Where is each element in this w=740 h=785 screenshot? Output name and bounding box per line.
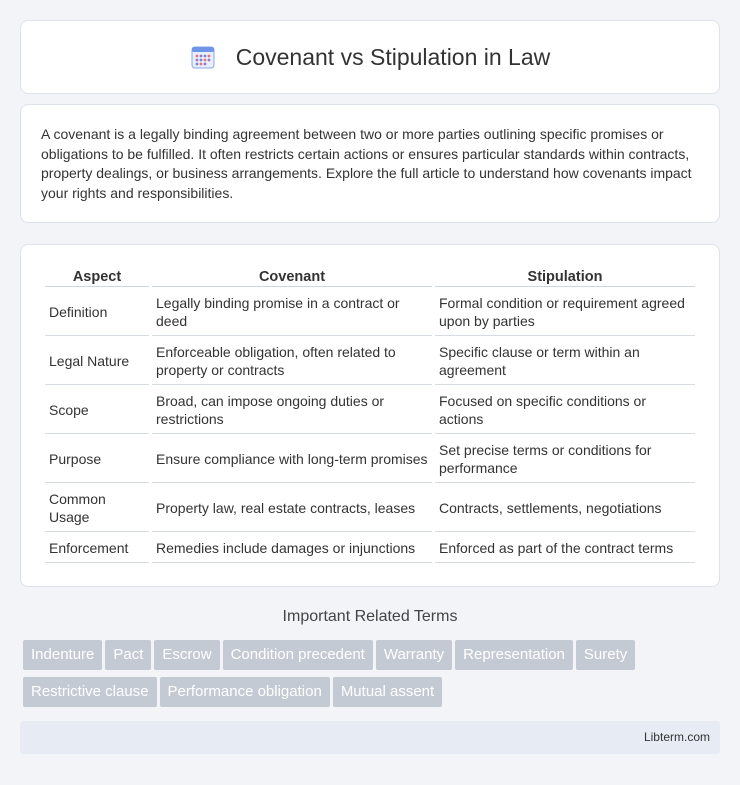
cell-covenant: Ensure compliance with long-term promises bbox=[152, 436, 432, 483]
intro-text: A covenant is a legally binding agreement between two or more parties outlining specific promises or obligations to be fulfilled. It often restricts certain actions or ensures particular standards within contracts, property dealings, or business arrangements. Explore the full article to understand how covenants impact your rights and responsibilities. bbox=[41, 126, 692, 201]
header-aspect: Aspect bbox=[45, 267, 149, 287]
comparison-table bbox=[42, 265, 698, 565]
related-terms-list bbox=[23, 640, 723, 714]
tag-pact[interactable]: Pact bbox=[105, 640, 151, 670]
cell-aspect: Scope bbox=[45, 387, 149, 434]
tag-escrow[interactable]: Escrow bbox=[154, 640, 219, 670]
tag-surety[interactable]: Surety bbox=[576, 640, 635, 670]
tag-indenture[interactable]: Indenture bbox=[23, 640, 102, 670]
related-terms-title: Important Related Terms bbox=[282, 608, 458, 625]
calendar-grid-icon bbox=[190, 44, 216, 70]
header-covenant: Covenant bbox=[152, 267, 432, 287]
intro-card bbox=[20, 104, 720, 223]
cell-stipulation: Specific clause or term within an agreement bbox=[435, 338, 695, 385]
cell-stipulation: Focused on specific conditions or actions bbox=[435, 387, 695, 434]
table-row bbox=[45, 436, 695, 483]
title-card bbox=[20, 20, 720, 94]
cell-stipulation: Formal condition or requirement agreed upon by parties bbox=[435, 289, 695, 336]
table-row bbox=[45, 338, 695, 385]
cell-covenant: Enforceable obligation, often related to property or contracts bbox=[152, 338, 432, 385]
tag-warranty[interactable]: Warranty bbox=[376, 640, 452, 670]
table-row bbox=[45, 387, 695, 434]
cell-stipulation: Contracts, settlements, negotiations bbox=[435, 485, 695, 532]
cell-aspect: Purpose bbox=[45, 436, 149, 483]
comparison-table-card bbox=[20, 244, 720, 587]
tag-restrictive-clause[interactable]: Restrictive clause bbox=[23, 677, 157, 707]
table-header-row bbox=[45, 267, 695, 287]
cell-aspect: Common Usage bbox=[45, 485, 149, 532]
footer bbox=[20, 721, 720, 754]
tag-mutual-assent[interactable]: Mutual assent bbox=[333, 677, 442, 707]
cell-stipulation: Enforced as part of the contract terms bbox=[435, 534, 695, 563]
tag-condition-precedent[interactable]: Condition precedent bbox=[223, 640, 373, 670]
footer-site-link[interactable]: Libterm.com bbox=[643, 730, 710, 744]
cell-covenant: Broad, can impose ongoing duties or restrictions bbox=[152, 387, 432, 434]
table-row bbox=[45, 534, 695, 563]
cell-aspect: Legal Nature bbox=[45, 338, 149, 385]
cell-covenant: Property law, real estate contracts, leases bbox=[152, 485, 432, 532]
cell-stipulation: Set precise terms or conditions for performance bbox=[435, 436, 695, 483]
cell-aspect: Enforcement bbox=[45, 534, 149, 563]
page-title: Covenant vs Stipulation in Law bbox=[235, 43, 551, 70]
cell-covenant: Legally binding promise in a contract or deed bbox=[152, 289, 432, 336]
cell-covenant: Remedies include damages or injunctions bbox=[152, 534, 432, 563]
cell-aspect: Definition bbox=[45, 289, 149, 336]
table-row bbox=[45, 289, 695, 336]
tag-representation[interactable]: Representation bbox=[455, 640, 573, 670]
table-row bbox=[45, 485, 695, 532]
header-stipulation: Stipulation bbox=[435, 267, 695, 287]
tag-performance-obligation[interactable]: Performance obligation bbox=[160, 677, 330, 707]
